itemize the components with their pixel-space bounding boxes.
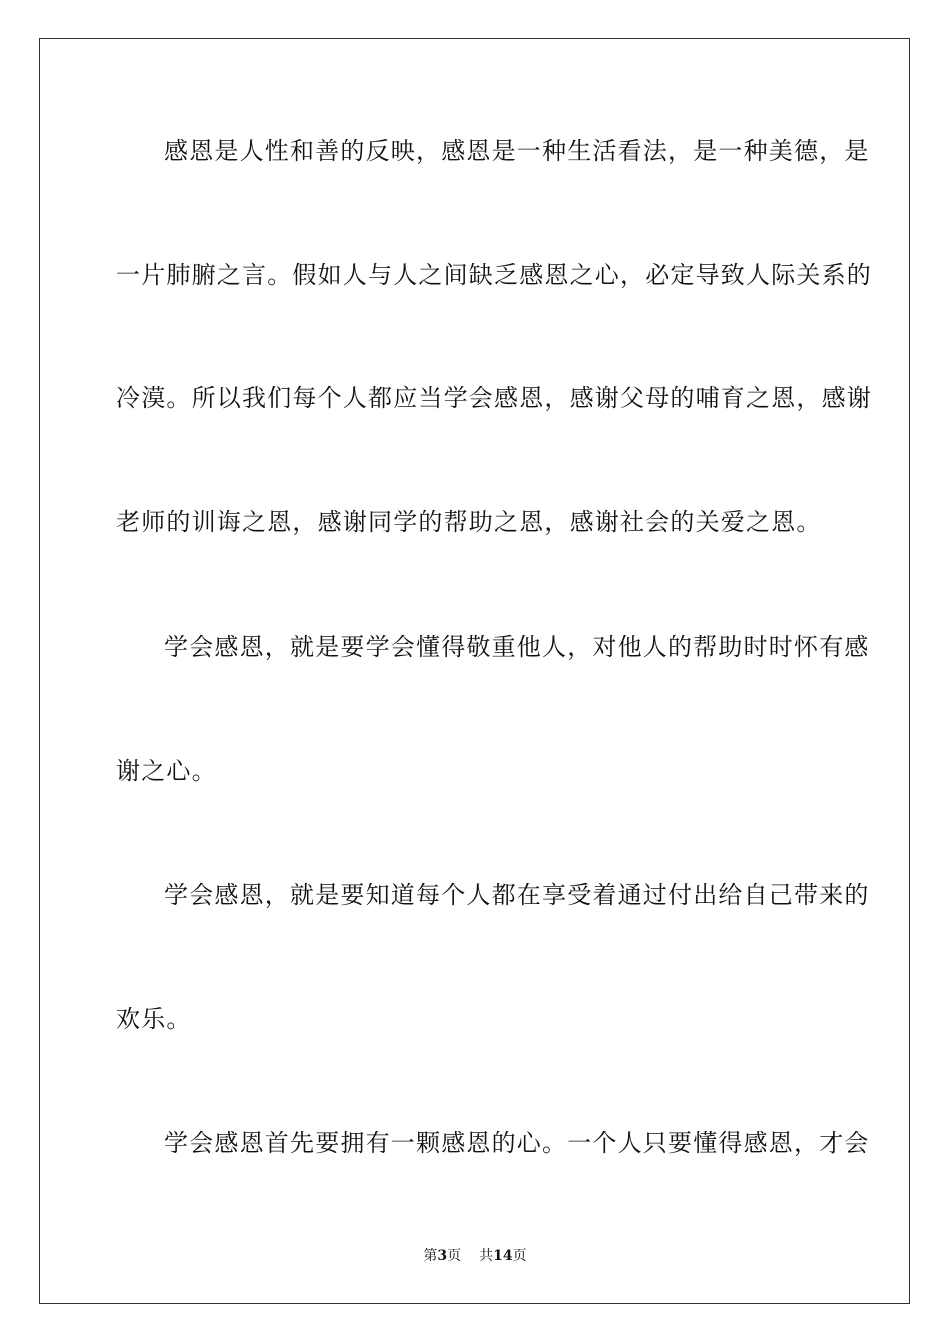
total-pages: 14 xyxy=(493,1248,513,1264)
paragraph-line: 谢之心。 xyxy=(116,757,217,785)
page-number: 3 xyxy=(437,1248,448,1264)
paragraph-line: 学会感恩，就是要学会懂得敬重他人，对他人的帮助时时怀有感 xyxy=(164,633,870,661)
paragraph-line: 一片肺腑之言。假如人与人之间缺乏感恩之心，必定导致人际关系的 xyxy=(116,261,872,289)
page-prefix: 第 xyxy=(423,1248,438,1264)
page-footer xyxy=(0,1247,950,1265)
paragraph-line: 冷漠。所以我们每个人都应当学会感恩，感谢父母的哺育之恩，感谢 xyxy=(116,384,872,412)
paragraph-line: 学会感恩，就是要知道每个人都在享受着通过付出给自己带来的 xyxy=(164,881,870,909)
total-prefix: 共 xyxy=(479,1248,494,1264)
paragraph-line: 欢乐。 xyxy=(116,1005,192,1033)
total-suffix: 页 xyxy=(512,1248,527,1264)
page-border xyxy=(39,38,910,1304)
page-suffix: 页 xyxy=(447,1248,462,1264)
paragraph-line: 学会感恩首先要拥有一颗感恩的心。一个人只要懂得感恩，才会 xyxy=(164,1129,870,1157)
paragraph-line: 老师的训诲之恩，感谢同学的帮助之恩，感谢社会的关爱之恩。 xyxy=(116,508,822,536)
paragraph-line: 感恩是人性和善的反映，感恩是一种生活看法，是一种美德，是 xyxy=(164,137,870,165)
